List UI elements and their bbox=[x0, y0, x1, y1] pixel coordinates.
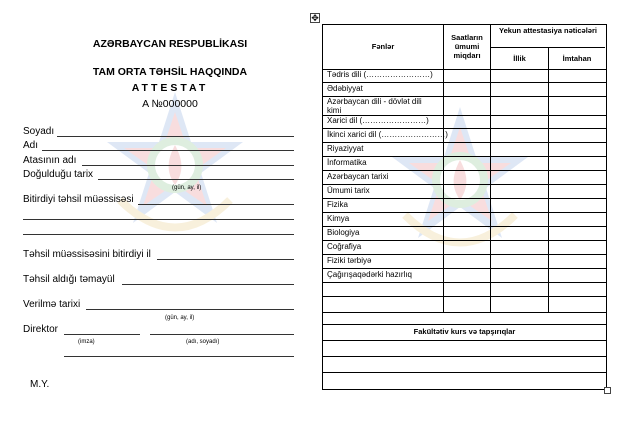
subject-cell: Kimya bbox=[327, 214, 350, 223]
subject-cell: Coğrafiya bbox=[327, 242, 362, 251]
institution-line-2[interactable] bbox=[23, 219, 294, 220]
row-line bbox=[322, 128, 606, 129]
row-line bbox=[322, 82, 606, 83]
extra-signature-line[interactable] bbox=[64, 356, 294, 357]
subject-cell: İkinci xarici dil (……………………) bbox=[327, 130, 448, 139]
finish-year-line[interactable] bbox=[157, 259, 294, 260]
row-line bbox=[322, 156, 606, 157]
issue-date-line[interactable] bbox=[86, 309, 294, 310]
coat-of-arms-watermark bbox=[100, 90, 250, 250]
row-line bbox=[322, 356, 606, 357]
name-label: Adı bbox=[23, 140, 39, 151]
subject-cell: Azərbaycan tarixi bbox=[327, 172, 389, 181]
hours-header: Saatların ümumi miqdarı bbox=[451, 33, 483, 60]
header-subline bbox=[490, 47, 605, 48]
row-line bbox=[322, 324, 606, 325]
final-results-header: Yekun attestasiya nəticələri bbox=[499, 26, 597, 35]
institution-label: Bitirdiyi təhsil müəssisəsi bbox=[23, 194, 134, 205]
subject-cell: Riyaziyyat bbox=[327, 144, 364, 153]
subject-cell: Azərbaycan dili - dövlət dili kimi bbox=[327, 97, 422, 115]
finish-year-label: Təhsil müəssisəsini bitirdiyi il bbox=[23, 249, 151, 260]
exam-header: İmtahan bbox=[562, 54, 592, 63]
subject-cell: Tədris dili (……………………) bbox=[327, 70, 433, 79]
birth-date-hint: (gün, ay, il) bbox=[172, 185, 202, 191]
table-move-handle[interactable]: ✥ bbox=[311, 13, 319, 23]
surname-label: Soyadı bbox=[23, 126, 55, 137]
row-line bbox=[322, 142, 606, 143]
row-line bbox=[322, 184, 606, 185]
institution-line[interactable] bbox=[138, 204, 294, 205]
annual-header: İllik bbox=[513, 54, 526, 63]
birth-date-line[interactable] bbox=[98, 179, 294, 180]
signature-hint: (imza) bbox=[78, 339, 95, 345]
row-line bbox=[322, 198, 606, 199]
row-line bbox=[322, 212, 606, 213]
surname-line[interactable] bbox=[57, 136, 294, 137]
document-title: ATTESTAT bbox=[131, 82, 209, 94]
electives-title: Fakültətiv kurs və tapşırıqlar bbox=[413, 327, 516, 336]
issue-date-label: Verilmə tarixi bbox=[23, 299, 81, 310]
direction-line[interactable] bbox=[122, 284, 294, 285]
subject-cell: İnformatika bbox=[327, 158, 367, 167]
subjects-header: Fənlər bbox=[371, 42, 395, 51]
row-line bbox=[322, 254, 606, 255]
director-name-hint: (adı, soyadı) bbox=[186, 339, 220, 345]
republic-title: AZƏRBAYCAN RESPUBLİKASI bbox=[92, 38, 248, 50]
institution-line-3[interactable] bbox=[23, 234, 294, 235]
row-line bbox=[322, 240, 606, 241]
stamp-label: M.Y. bbox=[30, 379, 50, 390]
patronymic-label: Atasının adı bbox=[23, 155, 77, 166]
patronymic-line[interactable] bbox=[82, 165, 294, 166]
row-line bbox=[322, 170, 606, 171]
direction-label: Təhsil aldığı təmayül bbox=[23, 274, 115, 285]
row-line bbox=[322, 282, 606, 283]
director-name-line[interactable] bbox=[150, 334, 294, 335]
row-line bbox=[322, 340, 606, 341]
birth-date-label: Doğulduğu tarix bbox=[23, 169, 94, 180]
name-line[interactable] bbox=[42, 150, 294, 151]
document-number: A №000000 bbox=[142, 98, 198, 110]
subject-cell: Ümumi tarix bbox=[327, 186, 370, 195]
table-resize-handle[interactable] bbox=[604, 387, 611, 394]
law-title: TAM ORTA TƏHSİL HAQQINDA bbox=[92, 66, 248, 78]
director-signature-line[interactable] bbox=[64, 334, 140, 335]
row-line bbox=[322, 312, 606, 313]
subject-cell: Fizika bbox=[327, 200, 348, 209]
row-line bbox=[322, 268, 606, 269]
subject-cell: Fiziki tərbiyə bbox=[327, 256, 372, 265]
row-line bbox=[322, 372, 606, 373]
subject-cell: Xarici dil (……………………) bbox=[327, 116, 429, 125]
subject-cell: Çağırışaqədərki hazırlıq bbox=[327, 270, 412, 279]
row-line bbox=[322, 226, 606, 227]
subject-cell: Biologiya bbox=[327, 228, 360, 237]
row-line bbox=[322, 296, 606, 297]
col-divider-3 bbox=[548, 47, 549, 312]
issue-date-hint: (gün, ay, il) bbox=[165, 315, 195, 321]
subject-cell: Ədəbiyyat bbox=[327, 84, 363, 93]
director-label: Direktor bbox=[23, 324, 59, 335]
